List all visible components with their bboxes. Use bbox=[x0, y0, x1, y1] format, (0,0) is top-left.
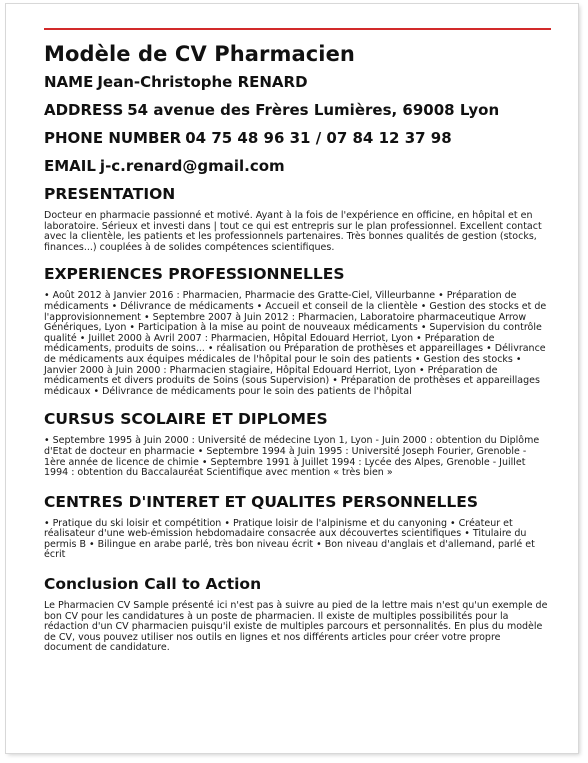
address-label: ADDRESS bbox=[44, 101, 124, 119]
section-centres bbox=[44, 491, 550, 561]
section-body-presentation: Docteur en pharmacie passionné et motivé. Ayant à la fois de l'expérience en officine, en hôpital et en laboratoire. Sérieux et investi dans | tout ce qui est entrepris sur le plan professionnel. Excellent contact avec la clientèle, les patients et les professionnels partenaires. Très bonnes qualités de gestion (stocks, finances...) couplées à de solides compétences scientifiques. bbox=[44, 210, 542, 253]
contact-name bbox=[44, 68, 550, 96]
section-title-cursus: CURSUS SCOLAIRE ET DIPLOMES bbox=[44, 410, 328, 429]
section-body-experiences: • Août 2012 à Janvier 2016 : Pharmacien, Pharmacie des Gratte-Ciel, Villeurbanne • Préparation de médicaments • Délivrance de médicaments • Accueil et conseil de la clientèle • Gestion des stocks et de l'approvisionnement • Septembre 2007 à Juin 2012 : Pharmacien, Laboratoire pharmaceutique Arrow Génériques, Lyon • Participation à la mise au point de nouveaux médicaments • Supervision du contrôle qualité • Juillet 2000 à Avril 2007 : Pharmacien, Hôpital Edouard Herriot, Lyon • Préparation de médicaments, produits de soins... • réalisation ou Préparation de prothèses et appareillages • Délivrance de médicaments aux équipes médicales de l'hôpital pour le soin des patients • Gestion des stocks • Janvier 2000 à Juin 2000 : Pharmacien stagiaire, Hôpital Edouard Herriot, Lyon • Préparation de médicaments et divers produits de Soins (sous Supervision) • Préparation de prothèses et appareillages médicaux • Délivrance de médicaments pour le soin des patients de l'hôpital bbox=[44, 290, 547, 397]
name-value: Jean-Christophe RENARD bbox=[97, 73, 308, 91]
phone-value: 04 75 48 96 31 / 07 84 12 37 98 bbox=[185, 129, 452, 147]
section-conclusion bbox=[44, 573, 550, 654]
document-title: Modèle de CV Pharmacien bbox=[44, 42, 355, 66]
email-label: EMAIL bbox=[44, 157, 96, 175]
address-value: 54 avenue des Frères Lumières, 69008 Lyon bbox=[127, 101, 500, 119]
cv-content bbox=[44, 40, 550, 654]
contact-email bbox=[44, 152, 550, 180]
section-body-conclusion: Le Pharmacien CV Sample présenté ici n'est pas à suivre au pied de la lettre mais n'est qu'un exemple de bon CV pour les candidatures à un poste de pharmacien. Il existe de multiples possibilités pour la rédaction d'un CV pharmacien puisqu'il existe de multiples parcours et personnalités. En plus du modèle de CV, vous pouvez utiliser nos outils en lignes et nos différents articles pour créer votre propre document de candidature. bbox=[44, 600, 548, 654]
contact-phone bbox=[44, 124, 550, 152]
section-presentation bbox=[44, 183, 550, 253]
section-experiences bbox=[44, 263, 550, 397]
section-body-cursus: • Septembre 1995 à Juin 2000 : Université de médecine Lyon 1, Lyon - Juin 2000 : obtention du Diplôme d'Etat de docteur en pharmacie • Septembre 1994 à Juin 1995 : Université Joseph Fourier, Grenoble - 1ère année de licence de chimie • Septembre 1991 à Juillet 1994 : Lycée des Alpes, Grenoble - Juillet 1994 : obtention du Baccalauréat Scientifique avec mention « très bien » bbox=[44, 435, 540, 479]
section-body-centres: • Pratique du ski loisir et compétition • Pratique loisir de l'alpinisme et du canyoning • Créateur et réalisateur d'une web-émission hebdomadaire consacrée aux découvertes scientifiques • Titulaire du permis B • Bilingue en arabe parlé, très bon niveau écrit • Bon niveau d'anglais et d'allemand, parlé et écrit bbox=[44, 517, 535, 561]
section-cursus bbox=[44, 408, 550, 478]
name-label: NAME bbox=[44, 73, 94, 91]
contact-address bbox=[44, 96, 550, 124]
email-value: j-c.renard@gmail.com bbox=[99, 157, 285, 175]
phone-label: PHONE NUMBER bbox=[44, 129, 182, 147]
cv-page bbox=[6, 4, 578, 753]
section-title-experiences: EXPERIENCES PROFESSIONNELLES bbox=[44, 265, 345, 284]
header-accent-line bbox=[44, 28, 551, 30]
section-title-conclusion: Conclusion Call to Action bbox=[44, 575, 262, 594]
section-title-presentation: PRESENTATION bbox=[44, 185, 176, 203]
section-title-centres: CENTRES D'INTERET ET QUALITES PERSONNELLES bbox=[44, 492, 479, 511]
